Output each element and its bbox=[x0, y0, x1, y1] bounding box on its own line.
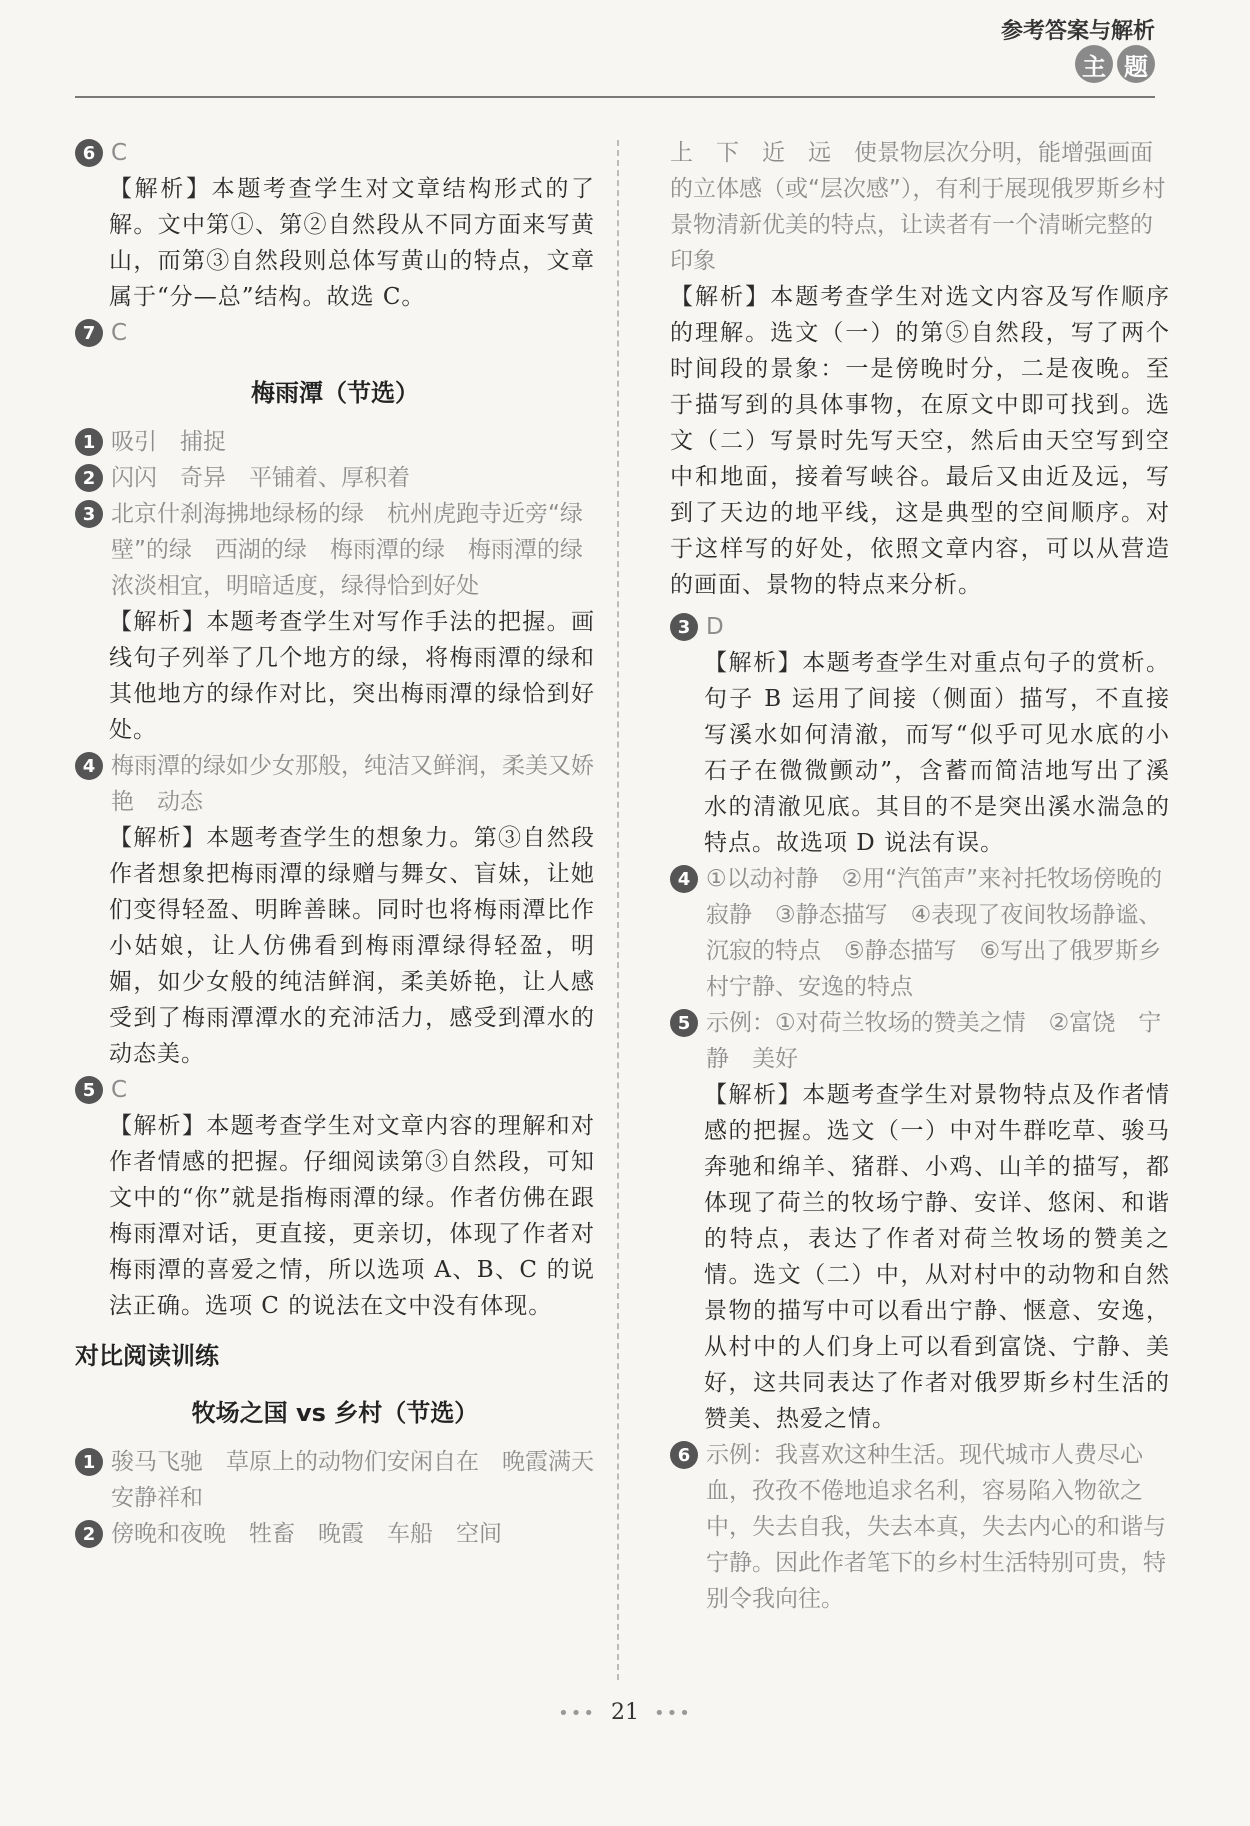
answer-item bbox=[75, 748, 595, 820]
answer-item bbox=[75, 460, 595, 496]
right-column bbox=[670, 135, 1170, 1617]
answer-item bbox=[75, 135, 595, 171]
footer-dots-right: ••• bbox=[654, 1703, 692, 1724]
question-number: 7 bbox=[75, 319, 103, 347]
answer-text: 示例：①对荷兰牧场的赞美之情 ②富饶 宁静 美好 bbox=[706, 1010, 1162, 1072]
question-number: 2 bbox=[75, 464, 103, 492]
answer-text: 傍晚和夜晚 牲畜 晚霞 车船 空间 bbox=[111, 1521, 502, 1547]
explanation: 【解析】本题考查学生对文章结构形式的了解。文中第①、第②自然段从不同方面来写黄山，而第③自然段则总体写黄山的特点，文章属于“分—总”结构。故选 C。 bbox=[109, 176, 595, 310]
page-footer bbox=[0, 1700, 1250, 1725]
question-number: 1 bbox=[75, 428, 103, 456]
badge-char-1: 主 bbox=[1075, 45, 1113, 83]
answer-item bbox=[75, 315, 595, 351]
question-number: 5 bbox=[670, 1009, 698, 1037]
explanation: 【解析】本题考查学生对景物特点及作者情感的把握。选文（一）中对牛群吃草、骏马奔驰和绵羊、猪群、小鸡、山羊的描写，都体现了荷兰的牧场宁静、安详、悠闲、和谐的特点，表达了作者对荷兰牧场的赞美之情。选文（二）中，从对村中的动物和自然景物的描写中可以看出宁静、惬意、安逸，从村中的人们身上可以看到富饶、宁静、美好，这共同表达了作者对俄罗斯乡村生活的赞美、热爱之情。 bbox=[704, 1082, 1170, 1432]
question-number: 6 bbox=[670, 1441, 698, 1469]
explanation: 【解析】本题考查学生的想象力。第③自然段作者想象把梅雨潭的绿赠与舞女、盲妹，让她们变得轻盈、明眸善睐。同时也将梅雨潭比作小姑娘，让人仿佛看到梅雨潭绿得轻盈，明媚，如少女般的纯洁鲜润，柔美娇艳，让人感受到了梅雨潭潭水的充沛活力，感受到潭水的动态美。 bbox=[109, 825, 595, 1067]
answer-item bbox=[670, 609, 1170, 645]
answer-item bbox=[75, 1072, 595, 1108]
answer-text: C bbox=[111, 140, 128, 166]
column-divider bbox=[617, 140, 619, 1680]
section-title: 梅雨潭（节选） bbox=[251, 379, 419, 407]
question-number: 4 bbox=[75, 752, 103, 780]
answer-item bbox=[75, 1444, 617, 1516]
answer-item bbox=[75, 1516, 595, 1552]
answer-item bbox=[75, 496, 595, 604]
answer-text: 梅雨潭的绿如少女那般，纯洁又鲜润，柔美又娇艳 动态 bbox=[111, 753, 594, 815]
badge-char-2: 题 bbox=[1117, 45, 1155, 83]
left-column bbox=[75, 135, 617, 1552]
explanation: 【解析】本题考查学生对选文内容及写作顺序的理解。选文（一）的第⑤自然段，写了两个时间段的景象：一是傍晚时分，二是夜晚。至于描写到的具体事物，在原文中即可找到。选文（二）写景时先写天空，然后由天空写到空中和地面，接着写峡谷。最后又由近及远，写到了天边的地平线，这是典型的空间顺序。对于这样写的好处，依照文章内容，可以从营造的画面、景物的特点来分析。 bbox=[670, 284, 1170, 598]
answer-text: D bbox=[706, 614, 724, 640]
explanation: 【解析】本题考查学生对文章内容的理解和对作者情感的把握。仔细阅读第③自然段，可知文中的“你”就是指梅雨潭的绿。作者仿佛在跟梅雨潭对话，更直接，更亲切，体现了作者对梅雨潭的喜爱之情，所以选项 A、B、C 的说法正确。选项 C 的说法在文中没有体现。 bbox=[109, 1113, 595, 1319]
answer-item bbox=[670, 861, 1170, 1005]
question-number: 6 bbox=[75, 139, 103, 167]
page-header bbox=[75, 40, 1155, 98]
question-number: 3 bbox=[670, 613, 698, 641]
answer-text: 北京什刹海拂地绿杨的绿 杭州虎跑寺近旁“绿壁”的绿 西湖的绿 梅雨潭的绿 梅雨潭的绿浓淡相宜，明暗适度，绿得恰到好处 bbox=[111, 501, 583, 599]
answer-item bbox=[75, 424, 595, 460]
topic-badge bbox=[1075, 42, 1155, 86]
answer-item bbox=[670, 1437, 1170, 1617]
answer-text: 闪闪 奇异 平铺着、厚积着 bbox=[111, 465, 410, 491]
answer-text: ①以动衬静 ②用“汽笛声”来衬托牧场傍晚的寂静 ③静态描写 ④表现了夜间牧场静谧、沉寂的特点 ⑤静态描写 ⑥写出了俄罗斯乡村宁静、安逸的特点 bbox=[706, 866, 1163, 1000]
answer-text: 示例：我喜欢这种生活。现代城市人费尽心血，孜孜不倦地追求名利，容易陷入物欲之中，失去自我，失去本真，失去内心的和谐与宁静。因此作者笔下的乡村生活特别可贵，特别令我向往。 bbox=[706, 1442, 1166, 1612]
answer-text: C bbox=[111, 1077, 128, 1103]
footer-dots-left: ••• bbox=[558, 1703, 596, 1724]
section-heading: 对比阅读训练 bbox=[75, 1342, 219, 1370]
page-number: 21 bbox=[611, 1700, 639, 1725]
answer-item bbox=[670, 1005, 1170, 1077]
answer-text: 吸引 捕捉 bbox=[111, 429, 226, 455]
section-title: 牧场之国 vs 乡村（节选） bbox=[191, 1399, 479, 1427]
explanation: 【解析】本题考查学生对重点句子的赏析。句子 B 运用了间接（侧面）描写，不直接写溪水如何清澈，而写“似乎可见水底的小石子在微微颤动”，含蓄而简洁地写出了溪水的清澈见底。其目的不是突出溪水湍急的特点。故选项 D 说法有误。 bbox=[704, 650, 1170, 856]
question-number: 3 bbox=[75, 500, 103, 528]
header-title: 参考答案与解析 bbox=[1000, 19, 1155, 44]
answer-text: 骏马飞驰 草原上的动物们安闲自在 晚霞满天 安静祥和 bbox=[111, 1449, 617, 1511]
question-number: 1 bbox=[75, 1448, 103, 1476]
question-number: 2 bbox=[75, 1520, 103, 1548]
explanation: 【解析】本题考查学生对写作手法的把握。画线句子列举了几个地方的绿，将梅雨潭的绿和其他地方的绿作对比，突出梅雨潭的绿恰到好处。 bbox=[109, 609, 595, 743]
answer-continuation: 上 下 近 远 使景物层次分明，能增强画面的立体感（或“层次感”），有利于展现俄罗斯乡村景物清新优美的特点，让读者有一个清晰完整的印象 bbox=[670, 140, 1166, 274]
question-number: 4 bbox=[670, 865, 698, 893]
question-number: 5 bbox=[75, 1076, 103, 1104]
answer-text: C bbox=[111, 320, 128, 346]
